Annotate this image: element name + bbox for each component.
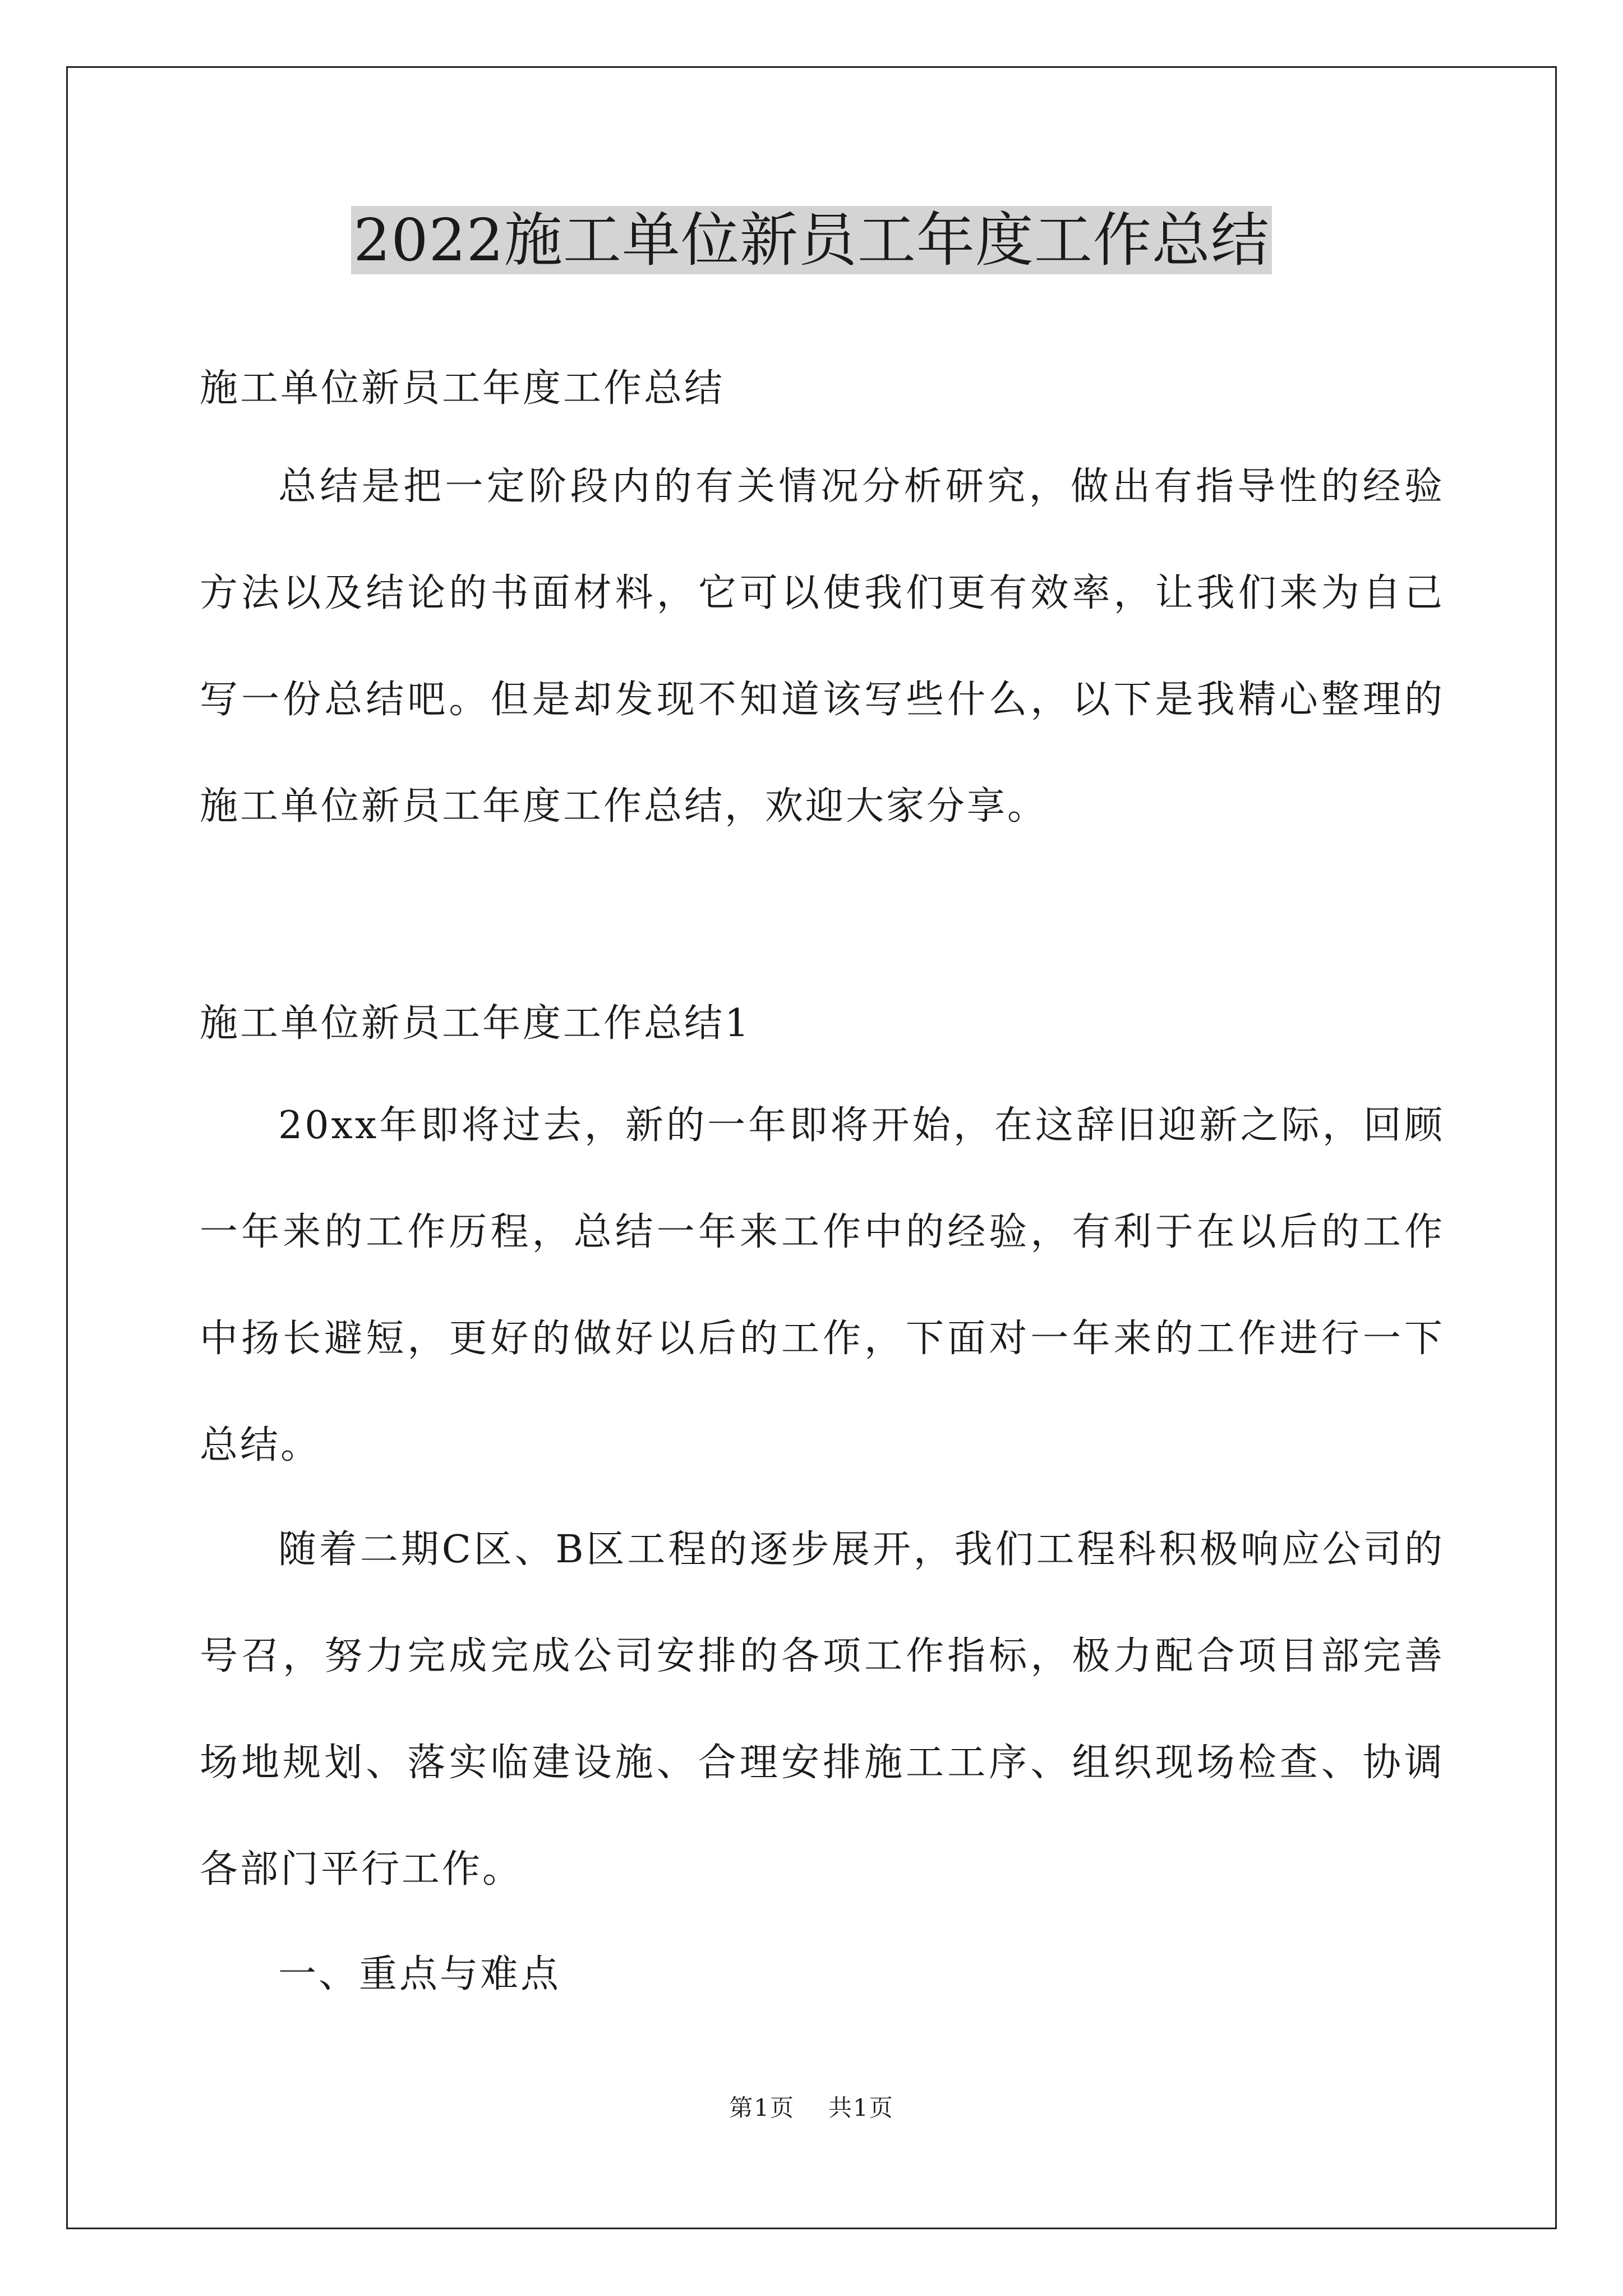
subheading-key-points: 一、重点与难点 [278, 1952, 561, 1996]
document-title [0, 201, 1623, 279]
page-total: 共1页 [828, 2094, 894, 2122]
page-number: 第1页 [729, 2094, 795, 2122]
body-paragraph-1: 20xx年即将过去，新的一年即将开始，在这辞旧迎新之际，回顾一年来的工作历程，总结一年来工作中的经验，有利于在以后的工作中扬长避短，更好的做好以后的工作，下面对一年来的工作进行一下总结。 [200, 1103, 1445, 1467]
intro-heading: 施工单位新员工年度工作总结 [200, 366, 725, 411]
intro-paragraph: 总结是把一定阶段内的有关情况分析研究，做出有指导性的经验方法以及结论的书面材料，它可以使我们更有效率，让我们来为自己写一份总结吧。但是却发现不知道该写些什么，以下是我精心整理的施工单位新员工年度工作总结，欢迎大家分享。 [200, 464, 1445, 829]
section-heading-1: 施工单位新员工年度工作总结1 [200, 1001, 751, 1046]
page-footer [0, 2091, 1623, 2125]
body-paragraph-2: 随着二期C区、B区工程的逐步展开，我们工程科积极响应公司的号召，努力完成完成公司安排的各项工作指标，极力配合项目部完善场地规划、落实临建设施、合理安排施工工序、组织现场检查、协调各部门平行工作。 [200, 1527, 1445, 1892]
document-title-text: 2022施工单位新员工年度工作总结 [351, 206, 1272, 274]
